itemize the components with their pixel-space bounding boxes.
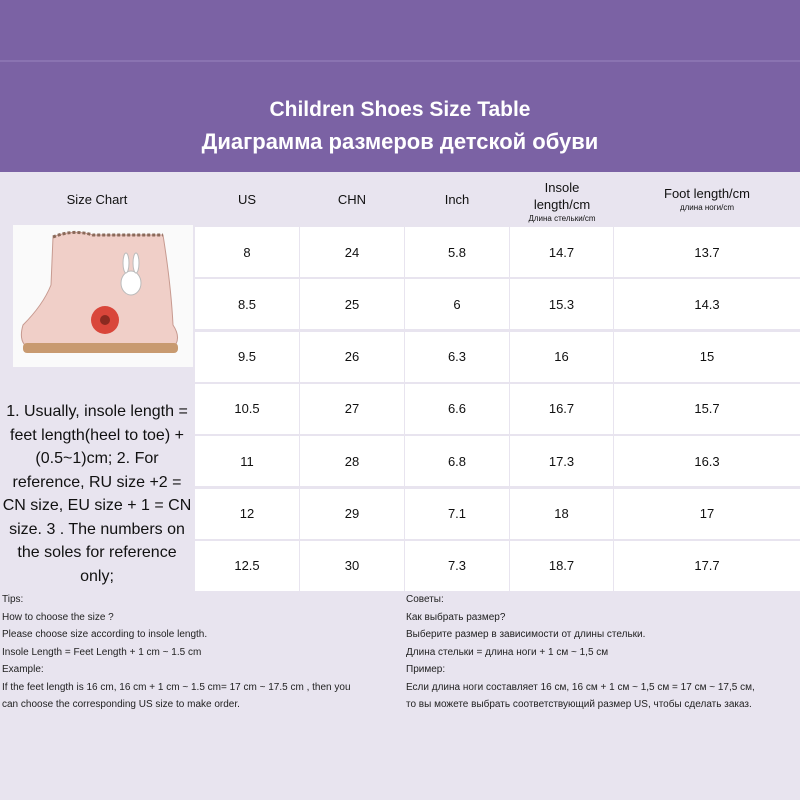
tip-line: Как выбрать размер? xyxy=(406,611,506,623)
table-cell-insole: 15.3 xyxy=(510,279,613,329)
tip-line: Tips: xyxy=(2,594,24,605)
table-cell-chn: 29 xyxy=(300,489,404,539)
table-cell-us: 8 xyxy=(195,227,299,277)
header-label: Foot length/cm xyxy=(664,186,750,201)
table-cell-inch: 6 xyxy=(405,279,509,329)
header-label: Size Chart xyxy=(66,191,128,207)
tip-line: Выберите размер в зависимости от длины стельки. xyxy=(406,629,646,640)
table-cell-chn: 28 xyxy=(300,436,404,486)
tip-line: Если длина ноги составляет 16 см, 16 см + 1 см ~ 1,5 см = 17 см ~ 17,5 см, xyxy=(406,681,755,693)
tip-line: Пример: xyxy=(406,664,446,675)
table-cell-insole: 17.3 xyxy=(510,436,613,486)
header-chn xyxy=(300,174,404,224)
table-cell-chn: 24 xyxy=(300,227,404,277)
tip-line: Please choose size according to insole length. xyxy=(2,629,208,640)
table-cell-foot: 15.7 xyxy=(614,384,800,434)
table-cell-inch: 7.3 xyxy=(405,541,509,591)
header-label: Insole length/cm xyxy=(533,179,591,212)
table-cell-insole: 16 xyxy=(510,332,613,382)
table-cell-chn: 25 xyxy=(300,279,404,329)
header-sublabel: длина ноги/cm xyxy=(679,203,735,212)
size-notes: 1. Usually, insole length = feet length(heel to toe) + (0.5~1)cm; 2. For reference, RU size +2 = CN size, EU size + 1 = CN size. 3 . The numbers on the soles for reference only; xyxy=(2,403,192,585)
table-cell-insole: 16.7 xyxy=(510,384,613,434)
title-russian: Диаграмма размеров детской обуви xyxy=(201,129,599,154)
table-cell-insole: 18.7 xyxy=(510,541,613,591)
table-cell-inch: 6.3 xyxy=(405,332,509,382)
table-cell-foot: 17 xyxy=(614,489,800,539)
table-cell-inch: 5.8 xyxy=(405,227,509,277)
pink-boot-illustration xyxy=(13,225,193,367)
tip-line: Советы: xyxy=(406,594,444,605)
title-banner xyxy=(0,0,800,172)
tips-russian xyxy=(406,591,755,714)
table-cell-inch: 7.1 xyxy=(405,489,509,539)
header-insole xyxy=(510,176,614,226)
table-cell-us: 10.5 xyxy=(195,384,299,434)
tip-line: can choose the corresponding US size to make order. xyxy=(2,699,240,710)
table-cell-chn: 27 xyxy=(300,384,404,434)
header-inch xyxy=(405,174,509,224)
table-cell-foot: 16.3 xyxy=(614,436,800,486)
table-cell-us: 11 xyxy=(195,436,299,486)
table-cell-inch: 6.6 xyxy=(405,384,509,434)
header-label: Inch xyxy=(444,191,470,207)
tip-line: If the feet length is 16 cm, 16 cm + 1 cm ~ 1.5 cm= 17 cm ~ 17.5 cm , then you xyxy=(2,681,351,693)
table-cell-foot: 14.3 xyxy=(614,279,800,329)
tips-english xyxy=(2,591,351,714)
title-english: Children Shoes Size Table xyxy=(269,98,531,121)
tip-line: то вы можете выбрать соответствующий размер US, чтобы сделать заказ. xyxy=(406,699,752,710)
header-label: CHN xyxy=(337,191,367,207)
header-foot xyxy=(614,174,800,224)
table-cell-foot: 15 xyxy=(614,332,800,382)
table-cell-us: 12 xyxy=(195,489,299,539)
table-cell-insole: 18 xyxy=(510,489,613,539)
table-cell-us: 12.5 xyxy=(195,541,299,591)
header-us xyxy=(195,174,299,224)
boot-image xyxy=(13,225,193,367)
table-cell-foot: 17.7 xyxy=(614,541,800,591)
table-cell-chn: 26 xyxy=(300,332,404,382)
tip-line: Example: xyxy=(2,664,44,675)
table-cell-us: 8.5 xyxy=(195,279,299,329)
banner-divider xyxy=(0,60,800,62)
header-sublabel: Длина стельки/cm xyxy=(528,213,596,223)
table-cell-us: 9.5 xyxy=(195,332,299,382)
tip-line: Insole Length = Feet Length + 1 cm ~ 1.5 cm xyxy=(2,646,202,658)
table-cell-insole: 14.7 xyxy=(510,227,613,277)
header-label: US xyxy=(237,191,257,207)
tip-line: Длина стельки = длина ноги + 1 см ~ 1,5 см xyxy=(406,646,609,658)
table-cell-chn: 30 xyxy=(300,541,404,591)
header-size-chart xyxy=(0,174,194,224)
table-cell-inch: 6.8 xyxy=(405,436,509,486)
tip-line: How to choose the size ? xyxy=(2,611,114,623)
table-cell-foot: 13.7 xyxy=(614,227,800,277)
